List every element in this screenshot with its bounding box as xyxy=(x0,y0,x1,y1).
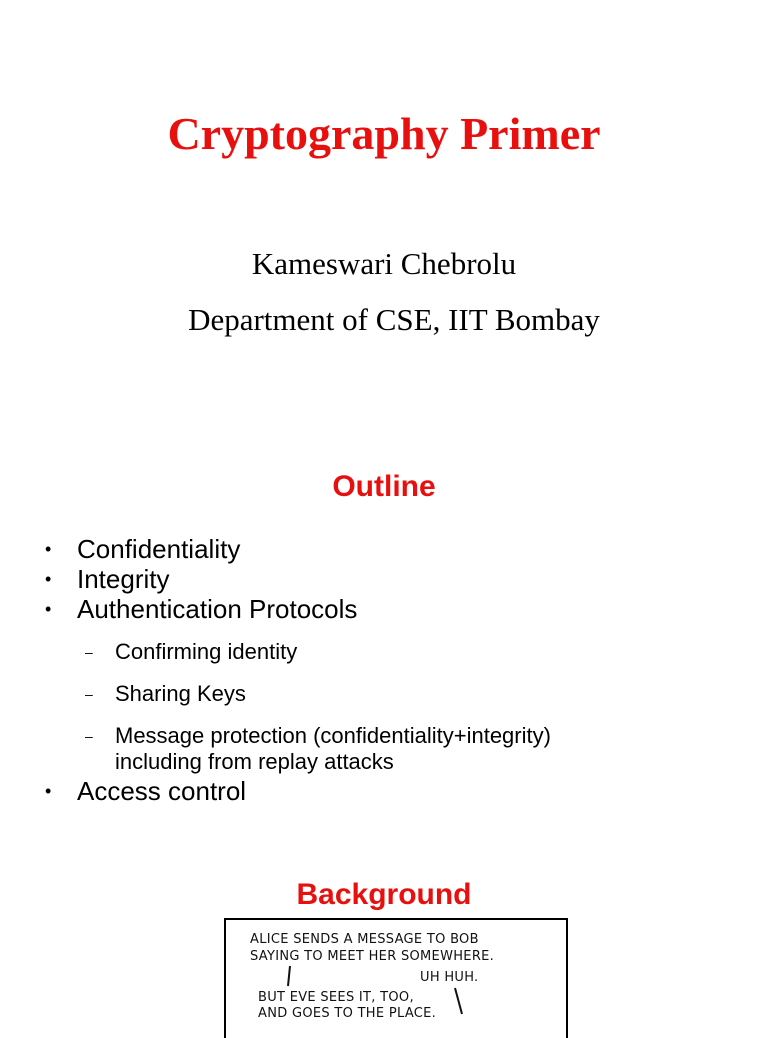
dash-icon: – xyxy=(85,686,93,702)
sub-list-item-label: Message protection (confidentiality+integrity) xyxy=(115,723,551,748)
list-item-label: Integrity xyxy=(77,564,170,594)
department: Department of CSE, IIT Bombay xyxy=(188,302,600,337)
bullet-icon: • xyxy=(45,781,52,801)
speech-tail-right xyxy=(455,988,462,1014)
sub-list-item-continuation-label: including from replay attacks xyxy=(115,749,394,774)
author-name: Kameswari Chebrolu xyxy=(251,246,517,281)
presentation-title: Cryptography Primer xyxy=(167,108,601,159)
comic-caption-line: BUT EVE SEES IT, TOO, xyxy=(258,990,414,1005)
comic-caption-line: AND GOES TO THE PLACE. xyxy=(258,1006,437,1021)
dash-icon: – xyxy=(85,644,93,660)
list-item-label: Confidentiality xyxy=(77,534,241,564)
list-item-label: Authentication Protocols xyxy=(77,594,358,624)
bullet-icon: • xyxy=(45,569,52,589)
sub-list-item-label: Confirming identity xyxy=(115,639,298,664)
outline-heading: Outline xyxy=(332,470,436,503)
background-heading: Background xyxy=(296,878,472,911)
comic-panel xyxy=(224,918,568,1038)
comic-dialogue: UH HUH. xyxy=(420,970,479,985)
dash-icon: – xyxy=(85,728,93,744)
comic-caption-line: SAYING TO MEET HER SOMEWHERE. xyxy=(250,949,495,964)
comic-caption-line: ALICE SENDS A MESSAGE TO BOB xyxy=(250,932,479,947)
list-item-label: Access control xyxy=(77,776,247,806)
sub-list-item-label: Sharing Keys xyxy=(115,681,246,706)
speech-tail-left xyxy=(288,966,290,986)
bullet-icon: • xyxy=(45,539,52,559)
bullet-icon: • xyxy=(45,599,52,619)
